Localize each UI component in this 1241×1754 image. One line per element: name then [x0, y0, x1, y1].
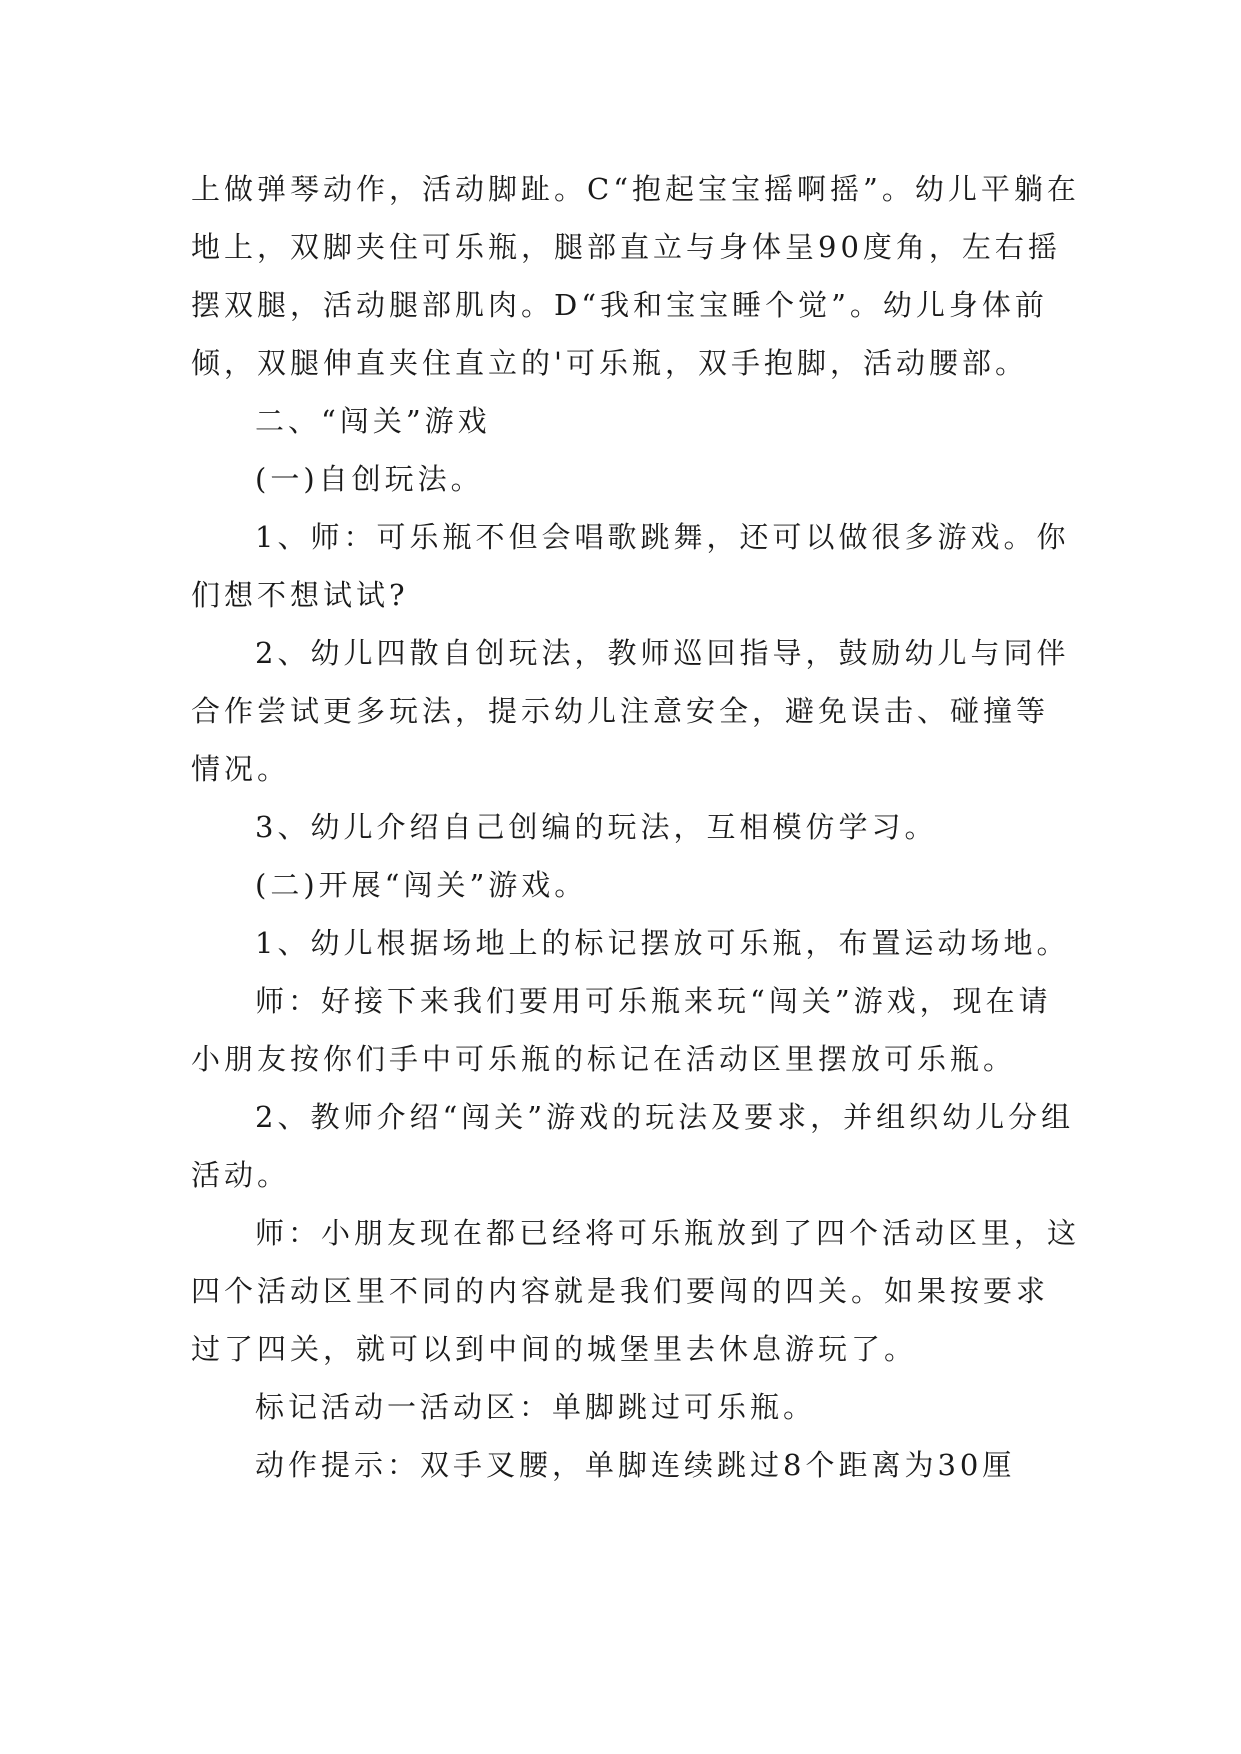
subsection-heading-1: (一)自创玩法。	[255, 462, 484, 496]
subsection-heading-2: (二)开展“闯关”游戏。	[255, 868, 588, 902]
paragraph-step-3: 3、幼儿介绍自己创编的玩法，互相模仿学习。	[255, 810, 938, 844]
section-heading-2: 二、“闯关”游戏	[255, 404, 491, 438]
paragraph-teacher-2: 师：小朋友现在都已经将可乐瓶放到了四个活动区里，这四个活动区里不同的内容就是我们要闯的四关。如果按要求过了四关，就可以到中间的城堡里去休息游玩了。	[191, 1216, 1081, 1366]
paragraph-step-4: 1、幼儿根据场地上的标记摆放可乐瓶，布置运动场地。	[255, 926, 1070, 960]
paragraph-step-5: 2、教师介绍“闯关”游戏的玩法及要求，并组织幼儿分组活动。	[191, 1100, 1075, 1192]
paragraph-action-tip: 动作提示：双手叉腰，单脚连续跳过8个距离为30厘	[255, 1448, 1016, 1482]
paragraph-1: 上做弹琴动作，活动脚趾。C“抱起宝宝摇啊摇”。幼儿平躺在地上，双脚夹住可乐瓶，腿部直立与身体呈90度角，左右摇摆双腿，活动腿部肌肉。D“我和宝宝睡个觉”。幼儿身体前倾，双腿伸直夹住直立的'可乐瓶，双手抱脚，活动腰部。	[191, 172, 1080, 380]
paragraph-teacher-1: 师：好接下来我们要用可乐瓶来玩“闯关”游戏，现在请小朋友按你们手中可乐瓶的标记在活动区里摆放可乐瓶。	[191, 984, 1052, 1076]
paragraph-step-2: 2、幼儿四散自创玩法，教师巡回指导，鼓励幼儿与同伴合作尝试更多玩法，提示幼儿注意安全，避免误击、碰撞等情况。	[191, 636, 1070, 786]
paragraph-step-1: 1、师：可乐瓶不但会唱歌跳舞，还可以做很多游戏。你们想不想试试?	[191, 520, 1070, 612]
document-body	[191, 160, 1081, 1494]
paragraph-activity-area: 标记活动一活动区：单脚跳过可乐瓶。	[255, 1390, 817, 1424]
